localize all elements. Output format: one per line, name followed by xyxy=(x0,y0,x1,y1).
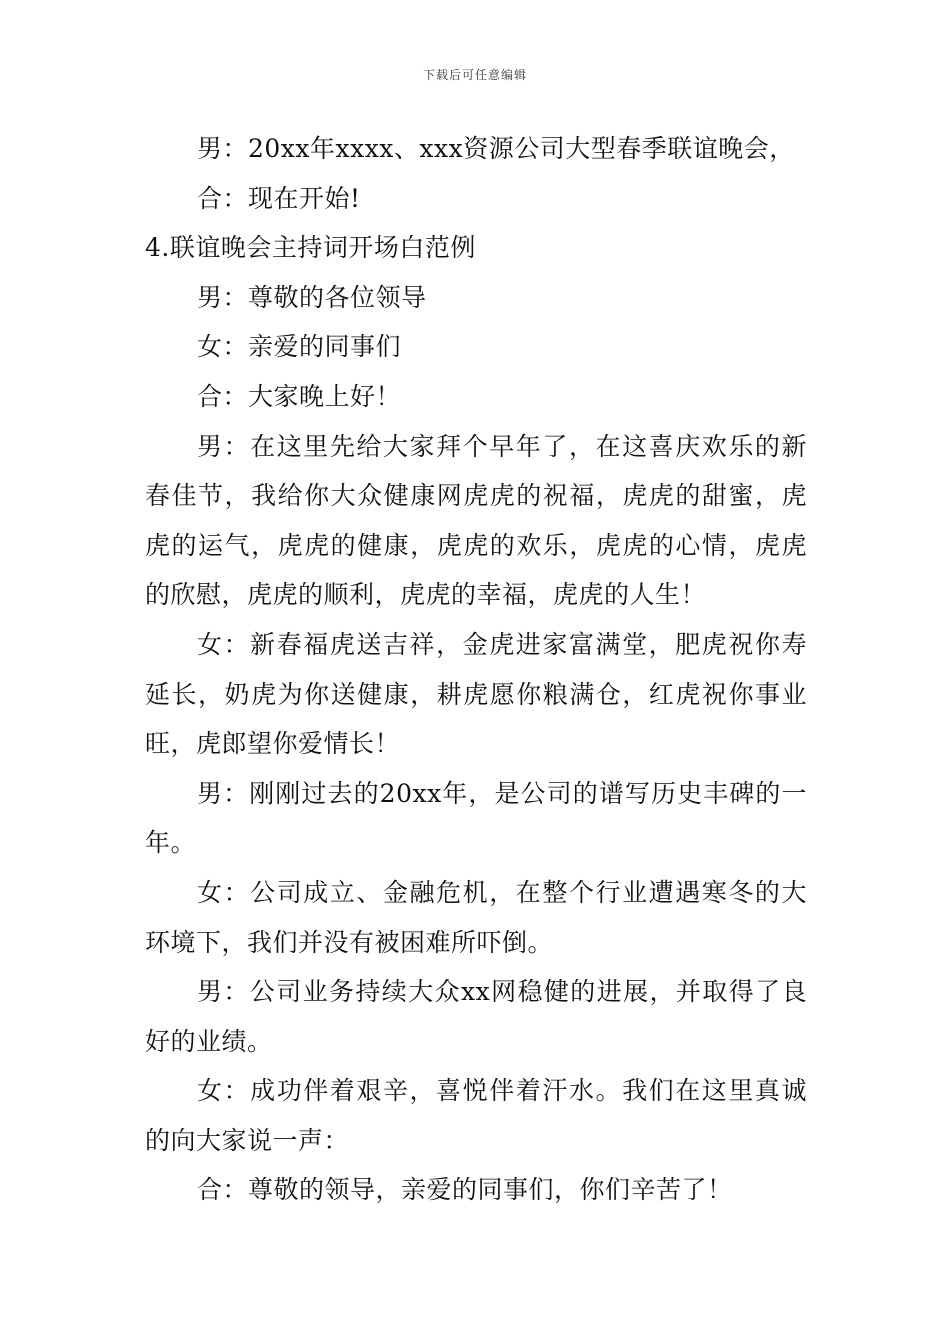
paragraph-7: 男：在这里先给大家拜个早年了，在这喜庆欢乐的新春佳节，我给你大众健康网虎虎的祝福，虎虎的甜蜜，虎虎的运气，虎虎的健康，虎虎的欢乐，虎虎的心情，虎虎的欣慰，虎虎的顺利，虎虎的幸福，虎虎的人生！ xyxy=(145,431,807,610)
paragraph-8: 女：新春福虎送吉祥，金虎进家富满堂，肥虎祝你寿延长，奶虎为你送健康，耕虎愿你粮满仓，红虎祝你事业旺，虎郎望你爱情长！ xyxy=(145,629,807,759)
paragraph-11: 男：公司业务持续大众xx网稳健的进展，并取得了良好的业绩。 xyxy=(145,977,807,1056)
paragraph-6: 合：大家晚上好！ xyxy=(197,381,402,411)
paragraph-4: 男：尊敬的各位领导 xyxy=(197,282,427,312)
paragraph-12: 女：成功伴着艰辛，喜悦伴着汗水。我们在这里真诚的向大家说一声： xyxy=(145,1076,807,1155)
paragraph-13: 合：尊敬的领导，亲爱的同事们，你们辛苦了！ xyxy=(197,1175,733,1205)
paragraph-9: 男：刚刚过去的20xx年，是公司的谱写历史丰碑的一年。 xyxy=(145,778,807,858)
paragraph-5: 女：亲爱的同事们 xyxy=(197,332,402,362)
paragraph-1: 男：20xx年xxxx、xxx资源公司大型春季联谊晚会， xyxy=(197,134,795,163)
paragraph-10: 女：公司成立、金融危机，在整个行业遭遇寒冬的大环境下，我们并没有被困难所吓倒。 xyxy=(145,877,807,957)
download-note: 下载后可任意编辑 xyxy=(422,68,527,82)
document-body xyxy=(145,124,807,1215)
paragraph-2: 合：现在开始! xyxy=(197,183,361,213)
section-heading: 4.联谊晚会主持词开场白范例 xyxy=(145,233,476,263)
